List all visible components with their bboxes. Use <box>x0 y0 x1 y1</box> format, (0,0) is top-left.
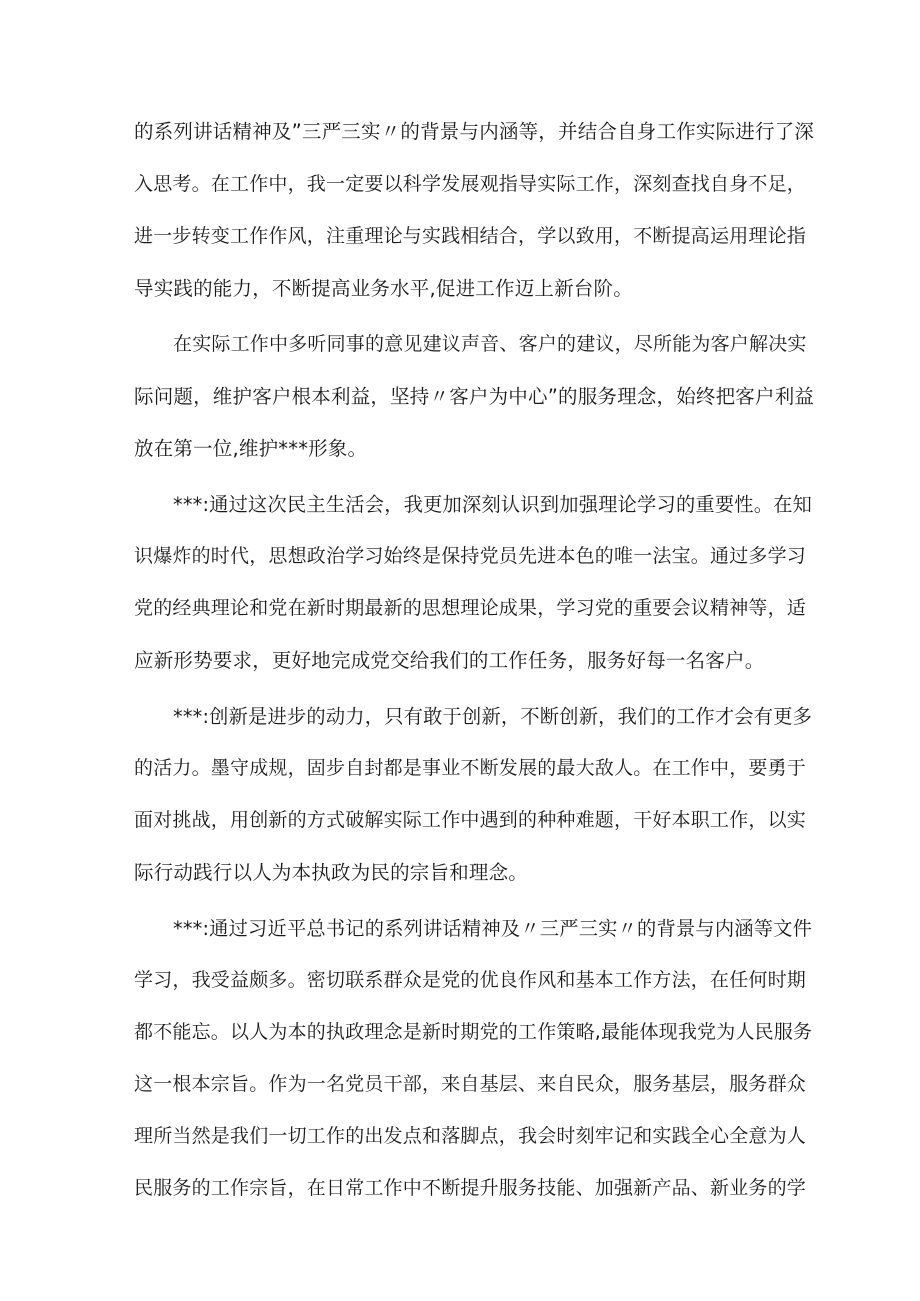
paragraph-4-line-4: 际行动践行以人为本执政为民的宗旨和理念。 <box>134 861 529 884</box>
paragraph-3-line-1: ***:通过这次民主生活会，我更加深刻认识到加强理论学习的重要性。在知 <box>173 493 813 516</box>
paragraph-1-line-2: 入思考。在工作中，我一定要以科学发展观指导实际工作，深刻查找自身不足， <box>134 173 807 195</box>
paragraph-3-line-4: 应新形势要求，更好地完成党交给我们的工作任务，服务好每一名客户。 <box>134 649 765 672</box>
paragraph-4-line-1: ***:创新是进步的动力，只有敢于创新，不断创新，我们的工作才会有更多 <box>173 705 813 728</box>
paragraph-4-line-3: 面对挑战，用创新的方式破解实际工作中遇到的种种难题，干好本职工作，以实 <box>134 809 807 831</box>
paragraph-1-line-4: 导实践的能力，不断提高业务水平,促进工作迈上新台阶。 <box>134 277 633 300</box>
paragraph-5-line-4: 这一根本宗旨。作为一名党员干部，来自基层、来自民众，服务基层，服务群众 <box>134 1073 807 1095</box>
paragraph-5-line-5: 理所当然是我们一切工作的出发点和落脚点，我会时刻牢记和实践全心全意为人 <box>134 1125 807 1147</box>
paragraph-2-line-2: 际问题，维护客户根本利益，坚持〃客户为中心”的服务理念，始终把客户利益 <box>134 385 815 408</box>
paragraph-5-line-1: ***:通过习近平总书记的系列讲话精神及〃三严三实〃的背景与内涵等文件 <box>173 917 813 940</box>
paragraph-5-line-6: 民服务的工作宗旨，在日常工作中不断提升服务技能、加强新产品、新业务的学 <box>134 1177 807 1199</box>
paragraph-5-line-2: 学习，我受益颇多。密切联系群众是党的优良作风和基本工作方法，在任何时期 <box>134 969 807 991</box>
paragraph-2-line-3: 放在第一位,维护***形象。 <box>134 437 368 460</box>
paragraph-2-line-1: 在实际工作中多听同事的意见建议声音、客户的建议，尽所能为客户解决实 <box>173 333 807 355</box>
paragraph-3-line-3: 党的经典理论和党在新时期最新的思想理论成果，学习党的重要会议精神等，适 <box>134 597 807 619</box>
paragraph-5-line-3: 都不能忘。以人为本的执政理念是新时期党的工作策略,最能体现我党为人民服务 <box>134 1021 813 1043</box>
paragraph-3-line-2: 识爆炸的时代，思想政治学习始终是保持党员先进本色的唯一法宝。通过多学习 <box>134 545 807 567</box>
paragraph-1-line-1: 的系列讲话精神及”三严三实〃的背景与内涵等，并结合自身工作实际进行了深 <box>134 120 815 143</box>
paragraph-1-line-3: 进一步转变工作作风，注重理论与实践相结合，学以致用，不断提高运用理论指 <box>134 225 807 247</box>
paragraph-4-line-2: 的活力。墨守成规，固步自封都是事业不断发展的最大敌人。在工作中，要勇于 <box>134 757 807 779</box>
